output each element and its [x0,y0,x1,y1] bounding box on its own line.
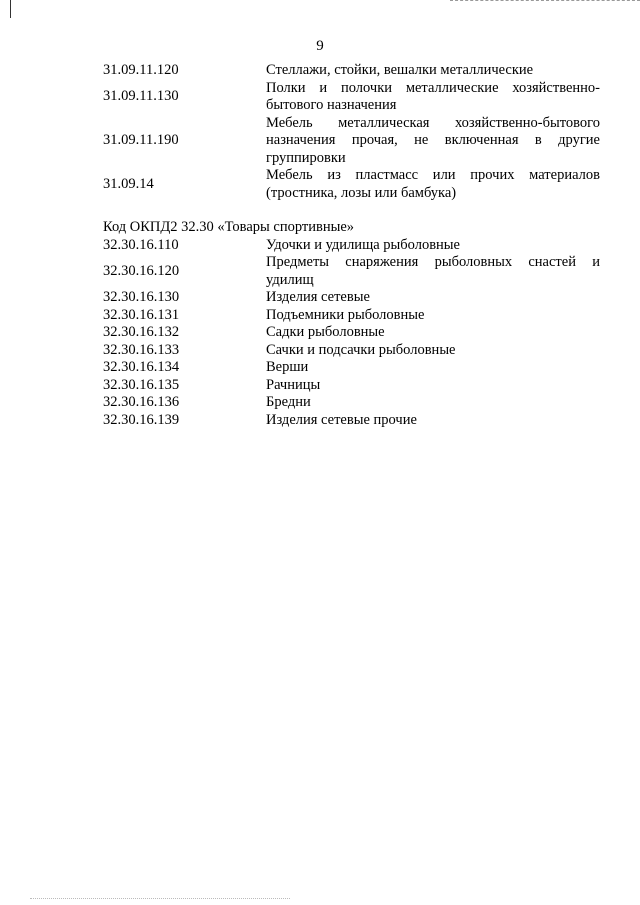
okpd-description: Мебель металлическая хозяйственно-бытового назначения прочая, не включенная в другие группировки [266,114,600,166]
list-item [103,342,600,360]
okpd-description: Рачницы [266,376,321,393]
okpd-code: 32.30.16.130 [103,289,180,305]
okpd-description: Бредни [266,394,311,410]
okpd-code: 32.30.16.133 [103,341,180,358]
section-heading: Код ОКПД2 32.30 «Товары спортивные» [103,219,355,235]
okpd-code: 32.30.16.120 [103,262,180,279]
okpd-description: Верши [266,359,309,375]
list-item [103,115,600,168]
okpd-code: 32.30.16.110 [103,236,179,253]
okpd-code: 32.30.16.132 [103,324,180,340]
okpd-code: 31.09.14 [103,175,154,192]
okpd-code: 32.30.16.136 [103,394,180,410]
okpd-description: Удочки и удилища рыболовные [266,236,460,253]
okpd-description: Мебель из пластмасс или прочих материалов (тростника, лозы или бамбука) [266,167,600,201]
okpd-code: 32.30.16.135 [103,376,180,393]
okpd-description: Изделия сетевые прочие [266,411,417,428]
scan-edge-dashes [450,0,640,2]
list-item [103,289,600,307]
list-item [103,324,600,342]
okpd-description: Садки рыболовные [266,324,385,340]
scan-edge-line [10,0,11,18]
okpd-description: Предметы снаряжения рыболовных снастей и удилищ [266,254,600,288]
document-content [103,62,600,429]
okpd-description: Подъемники рыболовные [266,306,425,323]
list-item [103,167,600,202]
okpd-code: 31.09.11.130 [103,88,179,105]
okpd-code: 31.09.11.190 [103,132,179,148]
okpd-description: Полки и полочки металлические хозяйственно-бытового назначения [266,79,600,113]
list-item [103,412,600,430]
group-32-30 [103,237,600,430]
okpd-code: 31.09.11.120 [103,62,179,78]
list-item [103,80,600,115]
list-item [103,62,600,80]
list-item [103,237,600,255]
okpd-description: Сачки и подсачки рыболовные [266,341,456,358]
page-number: 9 [316,38,324,54]
list-item [103,254,600,289]
okpd-description: Стеллажи, стойки, вешалки металлические [266,62,534,78]
list-item [103,307,600,325]
okpd-code: 32.30.16.134 [103,359,180,375]
okpd-code: 32.30.16.139 [103,411,180,428]
list-item [103,377,600,395]
okpd-description: Изделия сетевые [266,289,370,305]
okpd-code: 32.30.16.131 [103,306,180,323]
group-31-09 [103,62,600,202]
list-item [103,359,600,377]
list-item [103,394,600,412]
scan-bottom-noise [30,898,290,901]
